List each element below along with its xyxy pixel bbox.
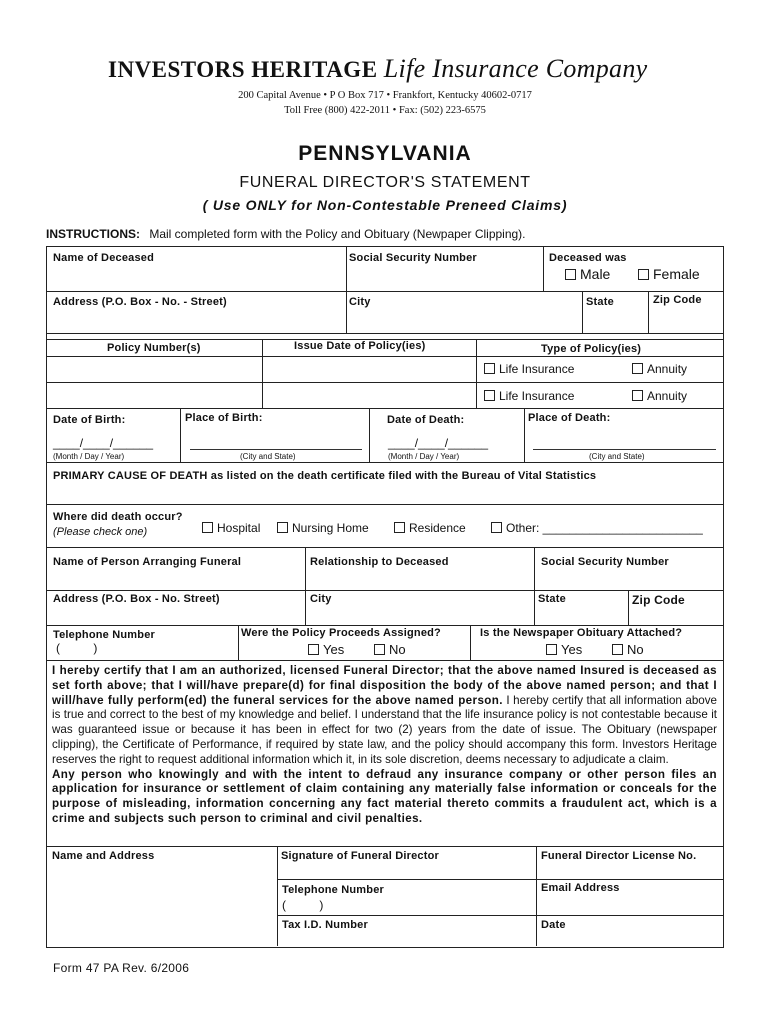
hospital-label: Hospital bbox=[217, 521, 261, 535]
arranger-ssn-field[interactable] bbox=[536, 570, 721, 589]
proceeds-yes-label: Yes bbox=[323, 642, 345, 657]
life-insurance-checkbox-2[interactable] bbox=[484, 390, 495, 401]
deceased-name-label: Name of Deceased bbox=[53, 252, 155, 264]
deceased-ssn-field[interactable] bbox=[348, 266, 541, 290]
residence-label: Residence bbox=[409, 521, 466, 535]
company-phones: Toll Free (800) 422-2011 • Fax: (502) 223-6575 bbox=[284, 105, 486, 116]
deceased-state-label: State bbox=[586, 296, 614, 308]
male-option[interactable] bbox=[565, 266, 610, 282]
certification-normal: I hereby certify that all information above is true and correct to the best of my knowledge and belief. I understand that the life insurance policy is not contestable because it was guaranteed issue or because it has been in effect for two (2) years from the date of issue. The Obituary (newspaper clipping), the Certificate of Performance, if required by state law, and the policy should accompany this form. Investors Heritage reserves the right to request additional information which it, in its sole discretion, deems necessary to adjudicate a claim. bbox=[52, 693, 717, 766]
instructions-label: INSTRUCTIONS: bbox=[46, 227, 140, 241]
dob-hint: (Month / Day / Year) bbox=[53, 452, 125, 461]
issue-date-label: Issue Date of Policy(ies) bbox=[294, 340, 426, 352]
form-subtitle: ( Use ONLY for Non-Contestable Preneed Claims) bbox=[202, 197, 568, 213]
company-name-bold: INVESTORS HERITAGE bbox=[108, 57, 378, 82]
nursing-home-option[interactable] bbox=[277, 521, 369, 535]
other-option[interactable] bbox=[491, 521, 703, 535]
arranger-address-field[interactable] bbox=[48, 607, 303, 624]
deceased-city-field[interactable] bbox=[348, 310, 580, 332]
policy-number-label: Policy Number(s) bbox=[107, 342, 201, 354]
pob-field[interactable] bbox=[190, 449, 362, 450]
license-label: Funeral Director License No. bbox=[541, 850, 697, 862]
name-address-label: Name and Address bbox=[52, 850, 155, 862]
company-name-script: Life Insurance Company bbox=[383, 54, 648, 83]
nursing-home-label: Nursing Home bbox=[292, 521, 369, 535]
female-checkbox[interactable] bbox=[638, 269, 649, 280]
arranger-phone-field[interactable]: ( ) bbox=[56, 641, 98, 655]
tax-id-field[interactable] bbox=[279, 932, 534, 945]
policy-type-label: Type of Policy(ies) bbox=[541, 343, 642, 355]
email-field[interactable] bbox=[538, 896, 721, 914]
obituary-yes-checkbox[interactable] bbox=[546, 644, 557, 655]
form-title: FUNERAL DIRECTOR'S STATEMENT bbox=[239, 174, 531, 191]
life-insurance-label-2: Life Insurance bbox=[499, 389, 575, 403]
form-number: Form 47 PA Rev. 6/2006 bbox=[53, 961, 190, 975]
life-insurance-option-2[interactable] bbox=[484, 389, 574, 403]
instructions bbox=[46, 227, 526, 241]
obituary-label: Is the Newspaper Obituary Attached? bbox=[480, 627, 683, 639]
obituary-no-label: No bbox=[627, 642, 644, 657]
date-field[interactable] bbox=[538, 932, 721, 945]
proceeds-no-label: No bbox=[389, 642, 406, 657]
other-label: Other: ________________________ bbox=[506, 521, 703, 535]
signature-label: Signature of Funeral Director bbox=[281, 850, 439, 862]
relationship-label: Relationship to Deceased bbox=[310, 556, 449, 568]
where-death-hint: (Please check one) bbox=[53, 526, 148, 538]
dod-field[interactable]: ____/____/______ bbox=[388, 436, 489, 450]
dob-field[interactable]: ____/____/______ bbox=[53, 436, 154, 450]
proceeds-yes-option[interactable] bbox=[308, 642, 344, 657]
arranger-name-label: Name of Person Arranging Funeral bbox=[53, 556, 242, 568]
hospital-option[interactable] bbox=[202, 521, 260, 535]
obituary-yes-label: Yes bbox=[561, 642, 583, 657]
company-address: 200 Capital Avenue • P O Box 717 • Frankfort, Kentucky 40602-0717 bbox=[238, 90, 532, 101]
obituary-yes-option[interactable] bbox=[546, 642, 582, 657]
director-phone-label: Telephone Number bbox=[282, 884, 385, 896]
deceased-zip-label: Zip Code bbox=[653, 294, 702, 306]
signature-field[interactable] bbox=[279, 864, 534, 878]
male-checkbox[interactable] bbox=[565, 269, 576, 280]
dod-label: Date of Death: bbox=[387, 414, 465, 426]
email-label: Email Address bbox=[541, 882, 620, 894]
name-address-field[interactable] bbox=[48, 864, 275, 944]
cause-of-death-label: PRIMARY CAUSE OF DEATH as listed on the death certificate filed with the Bureau of Vital Statistics bbox=[53, 470, 597, 482]
proceeds-no-checkbox[interactable] bbox=[374, 644, 385, 655]
arranger-address-label: Address (P.O. Box - No. Street) bbox=[53, 593, 220, 605]
male-label: Male bbox=[580, 266, 611, 282]
annuity-option-2[interactable] bbox=[632, 389, 687, 403]
arranger-state-label: State bbox=[538, 593, 566, 605]
where-death-label: Where did death occur? bbox=[53, 511, 183, 523]
instructions-text: Mail completed form with the Policy and Obituary (Newpaper Clipping). bbox=[149, 227, 526, 241]
female-option[interactable] bbox=[638, 266, 700, 282]
proceeds-no-option[interactable] bbox=[374, 642, 406, 657]
obituary-no-option[interactable] bbox=[612, 642, 644, 657]
state-title: PENNSYLVANIA bbox=[298, 142, 472, 165]
residence-checkbox[interactable] bbox=[394, 522, 405, 533]
proceeds-label: Were the Policy Proceeds Assigned? bbox=[241, 627, 441, 639]
company-name bbox=[108, 54, 647, 84]
annuity-checkbox-2[interactable] bbox=[632, 390, 643, 401]
life-insurance-label-1: Life Insurance bbox=[499, 362, 575, 376]
life-insurance-option-1[interactable] bbox=[484, 362, 574, 376]
deceased-ssn-label: Social Security Number bbox=[349, 252, 477, 264]
issue-date-field-2[interactable] bbox=[264, 384, 474, 407]
license-field[interactable] bbox=[538, 864, 721, 878]
arranger-city-label: City bbox=[310, 593, 332, 605]
fraud-warning: Any person who knowingly and with the intent to defraud any insurance company or other person files an application for insurance or settlement of claim containing any materially false information or conceals for the purpose of misleading, information concerning any fact material thereto commits a fraudulent act, which is a crime and subjects such person to criminal and civil penalties. bbox=[52, 767, 717, 825]
nursing-home-checkbox[interactable] bbox=[277, 522, 288, 533]
pod-label: Place of Death: bbox=[528, 412, 611, 424]
annuity-label-2: Annuity bbox=[647, 389, 688, 403]
deceased-name-field[interactable] bbox=[48, 266, 344, 290]
cause-of-death-field[interactable] bbox=[48, 484, 720, 503]
proceeds-yes-checkbox[interactable] bbox=[308, 644, 319, 655]
arranger-zip-label: Zip Code bbox=[632, 593, 685, 607]
tax-id-label: Tax I.D. Number bbox=[282, 919, 368, 931]
female-label: Female bbox=[653, 266, 700, 282]
deceased-state-field[interactable] bbox=[584, 310, 646, 332]
deceased-address-field[interactable] bbox=[48, 310, 344, 332]
pob-label: Place of Birth: bbox=[185, 412, 263, 424]
certification-bold: I hereby certify that I am an authorized, licensed Funeral Director; that the above named Insured is deceased as set forth above; that I will/have prepare(d) for final disposition the body of the above named person; and that I will/have fully perform(ed) the funeral services for the above named person. bbox=[52, 664, 717, 707]
arranger-zip-field[interactable] bbox=[630, 607, 720, 624]
other-checkbox[interactable] bbox=[491, 522, 502, 533]
dob-label: Date of Birth: bbox=[53, 414, 126, 426]
deceased-zip-field[interactable] bbox=[650, 310, 720, 332]
deceased-was-label: Deceased was bbox=[549, 252, 627, 264]
certification-text bbox=[52, 664, 717, 827]
dod-hint: (Month / Day / Year) bbox=[388, 452, 460, 461]
relationship-field[interactable] bbox=[307, 570, 532, 589]
deceased-city-label: City bbox=[349, 296, 371, 308]
issue-date-field-1[interactable] bbox=[264, 358, 474, 381]
annuity-label-1: Annuity bbox=[647, 362, 688, 376]
policy-number-field-2[interactable] bbox=[48, 384, 260, 407]
deceased-address-label: Address (P.O. Box - No. - Street) bbox=[53, 296, 227, 308]
arranger-phone-label: Telephone Number bbox=[53, 629, 156, 641]
arranger-city-field[interactable] bbox=[307, 607, 532, 624]
director-phone-field[interactable]: ( ) bbox=[282, 898, 324, 912]
annuity-checkbox-1[interactable] bbox=[632, 363, 643, 374]
residence-option[interactable] bbox=[394, 521, 466, 535]
annuity-option-1[interactable] bbox=[632, 362, 687, 376]
pod-hint: (City and State) bbox=[589, 452, 645, 461]
pob-hint: (City and State) bbox=[240, 452, 296, 461]
arranger-state-field[interactable] bbox=[536, 607, 626, 624]
life-insurance-checkbox-1[interactable] bbox=[484, 363, 495, 374]
policy-number-field-1[interactable] bbox=[48, 358, 260, 381]
pod-field[interactable] bbox=[533, 449, 716, 450]
date-label: Date bbox=[541, 919, 566, 931]
arranger-name-field[interactable] bbox=[48, 570, 303, 589]
hospital-checkbox[interactable] bbox=[202, 522, 213, 533]
arranger-ssn-label: Social Security Number bbox=[541, 556, 669, 568]
obituary-no-checkbox[interactable] bbox=[612, 644, 623, 655]
